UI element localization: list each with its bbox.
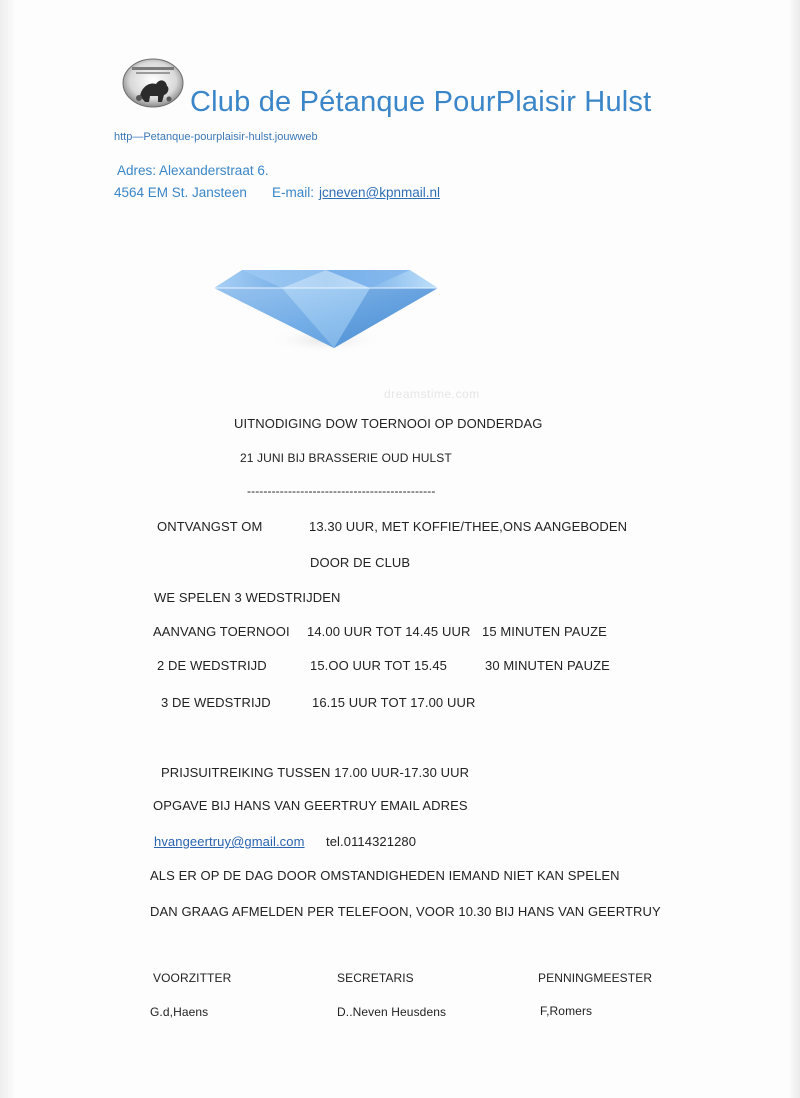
contact-email-link[interactable]: hvangeertruy@gmail.com <box>154 834 305 849</box>
board-role-chair: VOORZITTER <box>153 971 232 985</box>
schedule-row-label: 2 DE WEDSTRIJD <box>157 658 267 673</box>
image-watermark: dreamstime.com <box>384 387 480 401</box>
website-url[interactable]: http—Petanque-pourplaisir-hulst.jouwweb <box>114 131 318 143</box>
cancel-notice-line2: DAN GRAAG AFMELDEN PER TELEFOON, VOOR 10.30 BIJ HANS VAN GEERTRUY <box>150 904 661 919</box>
matches-intro: WE SPELEN 3 WEDSTRIJDEN <box>154 590 341 605</box>
schedule-row-time: 15.OO UUR TOT 15.45 <box>310 658 448 673</box>
board-name-secretary: D..Neven Heusdens <box>337 1005 447 1019</box>
club-title: Club de Pétanque PourPlaisir Hulst <box>190 86 652 118</box>
board-name-treasurer: F,Romers <box>540 1004 593 1018</box>
reception-label: ONTVANGST OM <box>157 519 263 534</box>
board-name-chair: G.d,Haens <box>150 1005 209 1019</box>
invitation-date-location: 21 JUNI BIJ BRASSERIE OUD HULST <box>240 451 452 465</box>
signup-info: OPGAVE BIJ HANS VAN GEERTRUY EMAIL ADRES <box>153 798 468 813</box>
cancel-notice-line1: ALS ER OP DE DAG DOOR OMSTANDIGHEDEN IEMAND NIET KAN SPELEN <box>150 868 620 883</box>
scan-edge <box>790 0 800 1098</box>
schedule-row-pause: 30 MINUTEN PAUZE <box>485 658 610 673</box>
email-link[interactable]: jcneven@kpnmail.nl <box>319 185 441 200</box>
invitation-heading: UITNODIGING DOW TOERNOOI OP DONDERDAG <box>234 416 543 431</box>
board-role-secretary: SECRETARIS <box>337 971 414 985</box>
schedule-row-time: 16.15 UUR TOT 17.00 UUR <box>312 695 476 710</box>
schedule-row-label: 3 DE WEDSTRIJD <box>161 695 271 710</box>
schedule-row-time: 14.00 UUR TOT 14.45 UUR <box>307 624 471 639</box>
separator-line: ---------------------------------------------- <box>247 484 436 498</box>
contact-phone: tel.0114321280 <box>326 834 417 849</box>
schedule-row-label: AANVANG TOERNOOI <box>153 624 290 639</box>
prize-ceremony: PRIJSUITREIKING TUSSEN 17.00 UUR-17.30 UUR <box>161 765 470 780</box>
blue-diamond-icon <box>212 262 440 358</box>
board-role-treasurer: PENNINGMEESTER <box>538 971 653 985</box>
petanque-club-logo-icon <box>122 58 184 108</box>
address-street: Adres: Alexanderstraat 6. <box>117 163 269 178</box>
scan-edge <box>0 0 14 1098</box>
address-city: 4564 EM St. Jansteen <box>114 185 247 200</box>
reception-value-cont: DOOR DE CLUB <box>310 555 411 570</box>
schedule-row-pause: 15 MINUTEN PAUZE <box>482 624 607 639</box>
email-label: E-mail: <box>272 185 315 200</box>
reception-value: 13.30 UUR, MET KOFFIE/THEE,ONS AANGEBODEN <box>309 519 628 534</box>
